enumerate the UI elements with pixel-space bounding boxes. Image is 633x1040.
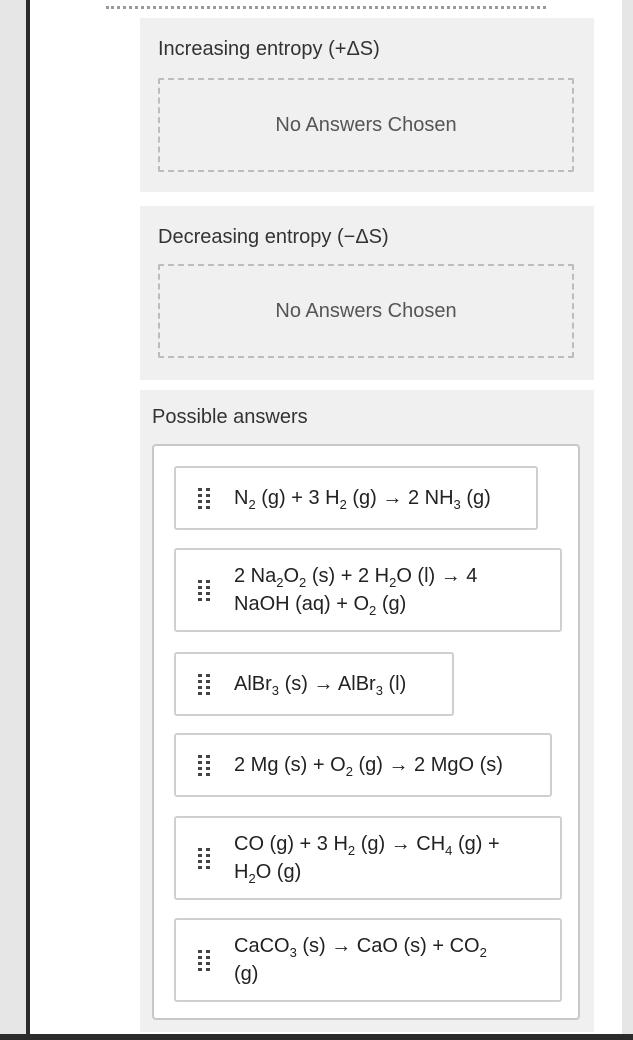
zone-title-increasing: Increasing entropy (+ΔS) [158, 38, 380, 60]
cutoff-previous-text [106, 0, 546, 9]
possible-answers-list [152, 444, 580, 1020]
drag-handle-icon[interactable] [198, 848, 212, 869]
drop-placeholder: No Answers Chosen [275, 113, 457, 136]
answer-equation: CaCO$_3$ (s) → CaO $(s) + CO_2$ (g) [234, 935, 487, 985]
answer-card[interactable] [174, 733, 552, 797]
drop-zone-increasing [140, 18, 594, 192]
possible-answers-title: Possible answers [152, 406, 308, 428]
drop-placeholder: No Answers Chosen [275, 299, 457, 322]
answer-equation: 2 Mg $(s) + O_2$ (g) → 2 MgO (s) [234, 754, 503, 779]
answer-equation: AlBr$_3$ (s) → AlBr$_3$ (l) [234, 673, 407, 698]
answer-card[interactable] [174, 816, 562, 900]
page-left-border [26, 0, 30, 1040]
zone-title-decreasing: Decreasing entropy (−ΔS) [158, 226, 389, 248]
drop-area-decreasing[interactable] [158, 264, 574, 358]
answer-card[interactable] [174, 466, 538, 530]
drop-zone-decreasing [140, 206, 594, 380]
possible-answers-section [140, 390, 594, 1032]
drag-handle-icon[interactable] [198, 580, 212, 601]
answer-card[interactable] [174, 548, 562, 632]
answer-equation: 2 $Na_2O_2$ (s) + 2 $H_2O$ (l) → 4 NaOH $(aq) + O_2$ (g) [234, 565, 478, 618]
answer-equation: $N_2$ (g) + 3 $H_2$ (g) → 2 $NH_3$ (g) [234, 487, 491, 512]
answer-equation: CO (g) + 3 $H_2$ $(g) \to CH_4$ (g) + $H_2O$ (g) [234, 833, 500, 886]
answer-card[interactable] [174, 918, 562, 1002]
drag-handle-icon[interactable] [198, 674, 212, 695]
drag-handle-icon[interactable] [198, 755, 212, 776]
drop-area-increasing[interactable] [158, 78, 574, 172]
answer-card[interactable] [174, 652, 454, 716]
bottom-border [0, 1034, 633, 1040]
drag-handle-icon[interactable] [198, 488, 212, 509]
drag-handle-icon[interactable] [198, 950, 212, 971]
